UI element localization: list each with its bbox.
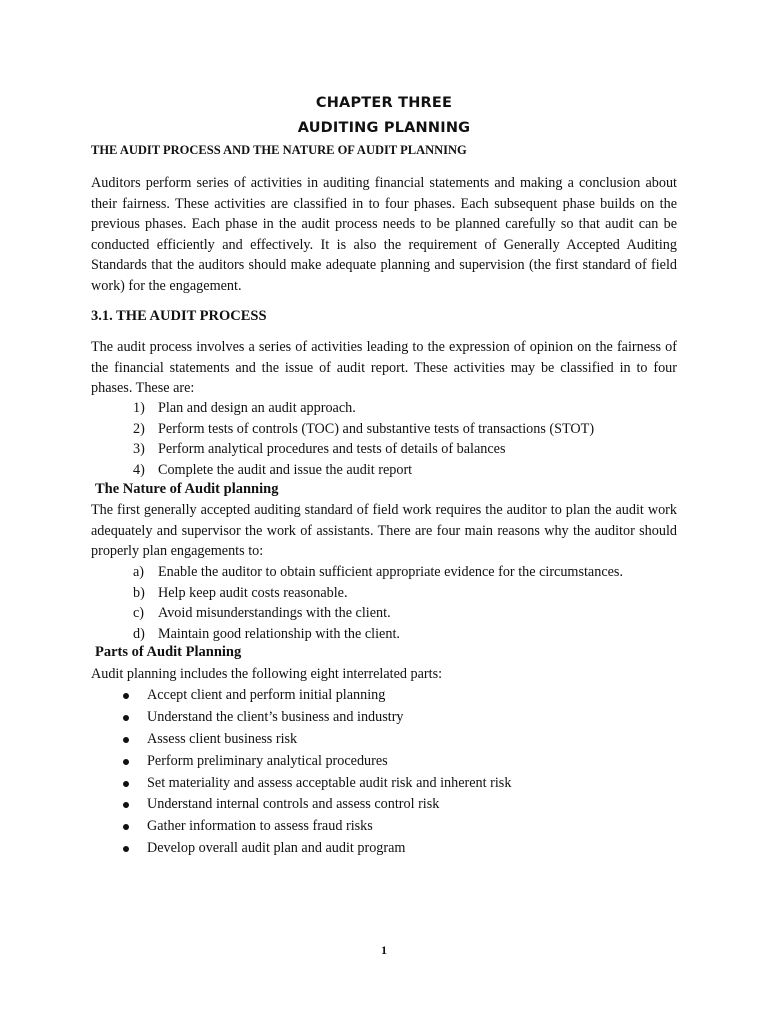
list-item-text: Avoid misunderstandings with the client.	[158, 605, 391, 621]
chapter-subtitle: AUDITING PLANNING	[297, 120, 471, 136]
list-item-text: Perform analytical procedures and tests of details of balances	[158, 441, 506, 457]
list-marker: b)	[133, 584, 145, 601]
list-item-text: Plan and design an audit approach.	[158, 400, 356, 416]
list-item-text: Maintain good relationship with the client.	[158, 625, 400, 642]
list-item-text: Understand the client’s business and industry	[147, 708, 404, 725]
list-item-text: Enable the auditor to obtain sufficient appropriate evidence for the circumstances.	[158, 564, 623, 580]
list-item-text: Develop overall audit plan and audit program	[147, 840, 406, 857]
list-marker: 3)	[133, 441, 145, 457]
list-item-text: Accept client and perform initial planning	[147, 687, 386, 703]
list-item-text: Set materiality and assess acceptable audit risk and inherent risk	[147, 774, 512, 791]
list-marker: d)	[133, 625, 145, 642]
bullet-icon	[123, 846, 129, 852]
nature-paragraph: The first generally accepted auditing standard of field work requires the auditor to plan the audit work adequately and supervisor the work of assistants. There are four main reasons why the auditor should properly plan engagements to:	[91, 502, 677, 559]
bullet-icon	[123, 693, 129, 699]
bullet-icon	[123, 759, 129, 765]
page-number: 1	[381, 943, 387, 957]
parts-heading: Parts of Audit Planning	[95, 644, 242, 660]
audit-process-heading: 3.1. THE AUDIT PROCESS	[91, 308, 267, 324]
list-item-text: Perform tests of controls (TOC) and substantive tests of transactions (STOT)	[158, 420, 595, 437]
list-item-text: Assess client business risk	[147, 730, 298, 747]
parts-paragraph: Audit planning includes the following eight interrelated parts:	[91, 666, 443, 682]
list-marker: c)	[133, 605, 145, 621]
intro-paragraph: Auditors perform series of activities in auditing financial statements and making a conclusion about their fairness. These activities are classified in to four phases. Each subsequent phase builds on the previous phases. Each phase in the audit process needs to be planned carefully so that audit can be conducted efficiently and effectively. It is also the requirement of Generally Accepted Auditing Standards that the auditors should make adequate planning and supervision (the first standard of field work) for the engagement.	[91, 175, 677, 294]
audit-process-paragraph: The audit process involves a series of activities leading to the expression of opinion on the fairness of the financial statements and the issue of audit report. These activities may be classified in to four phases. These are:	[91, 339, 677, 396]
bullet-icon	[123, 802, 129, 808]
bullet-icon	[123, 715, 129, 721]
chapter-title: CHAPTER THREE	[315, 95, 453, 111]
list-marker: 4)	[133, 461, 145, 478]
list-marker: a)	[133, 564, 145, 580]
list-item-text: Understand internal controls and assess control risk	[147, 796, 440, 813]
section-heading: THE AUDIT PROCESS AND THE NATURE OF AUDIT PLANNING	[91, 143, 467, 157]
bullet-icon	[123, 737, 129, 743]
list-marker: 2)	[133, 420, 145, 437]
list-item-text: Perform preliminary analytical procedures	[147, 752, 388, 769]
list-item-text: Help keep audit costs reasonable.	[158, 584, 348, 601]
nature-heading: The Nature of Audit planning	[95, 481, 279, 497]
list-item-text: Complete the audit and issue the audit report	[158, 461, 413, 478]
list-item-text: Gather information to assess fraud risks	[147, 818, 373, 835]
bullet-icon	[123, 824, 129, 830]
bullet-icon	[123, 781, 129, 787]
list-marker: 1)	[133, 400, 145, 416]
